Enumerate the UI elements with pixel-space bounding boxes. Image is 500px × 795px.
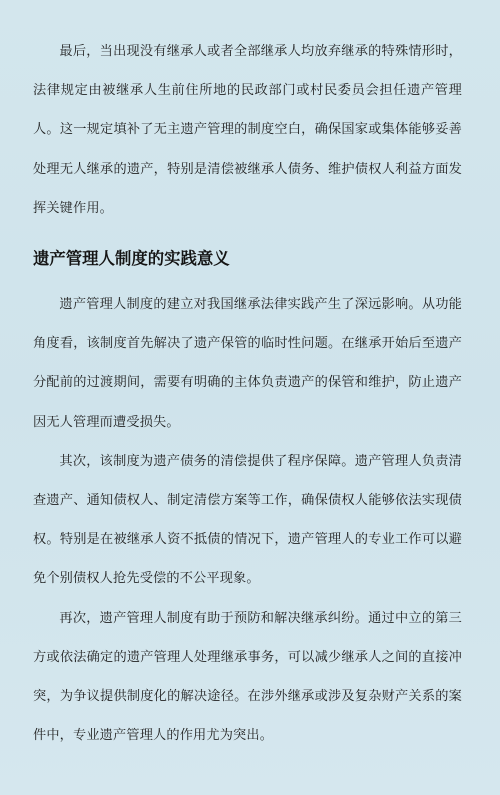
paragraph-debt: 其次，该制度为遗产债务的清偿提供了程序保障。遗产管理人负责清查遗产、通知债权人、制定清偿方案等工作，确保债权人能够依法实现债权。特别是在被继承人资不抵债的情况下，遗产管理人的专业工作可以避免个别债权人抢先受偿的不公平现象。: [33, 453, 462, 587]
paragraph-function: 遗产管理人制度的建立对我国继承法律实践产生了深远影响。从功能角度看，该制度首先解决了遗产保管的临时性问题。在继承开始后至遗产分配前的过渡期间，需要有明确的主体负责遗产的保管和维护，防止遗产因无人管理而遭受损失。: [33, 297, 462, 430]
paragraph-intro: 最后，当出现没有继承人或者全部继承人均放弃继承的特殊情形时，法律规定由被继承人生前住所地的民政部门或村民委员会担任遗产管理人。这一规定填补了无主遗产管理的制度空白，确保国家或集体能够妥善处理无人继承的遗产，特别是清偿被继承人债务、维护债权人利益方面发挥关键作用。: [33, 44, 462, 216]
paragraph-dispute: 再次，遗产管理人制度有助于预防和解决继承纠纷。通过中立的第三方或依法确定的遗产管理人处理继承事务，可以减少继承人之间的直接冲突，为争议提供制度化的解决途径。在涉外继承或涉及复杂财产关系的案件中，专业遗产管理人的作用尤为突出。: [33, 610, 462, 744]
section-heading: 遗产管理人制度的实践意义: [33, 249, 230, 269]
